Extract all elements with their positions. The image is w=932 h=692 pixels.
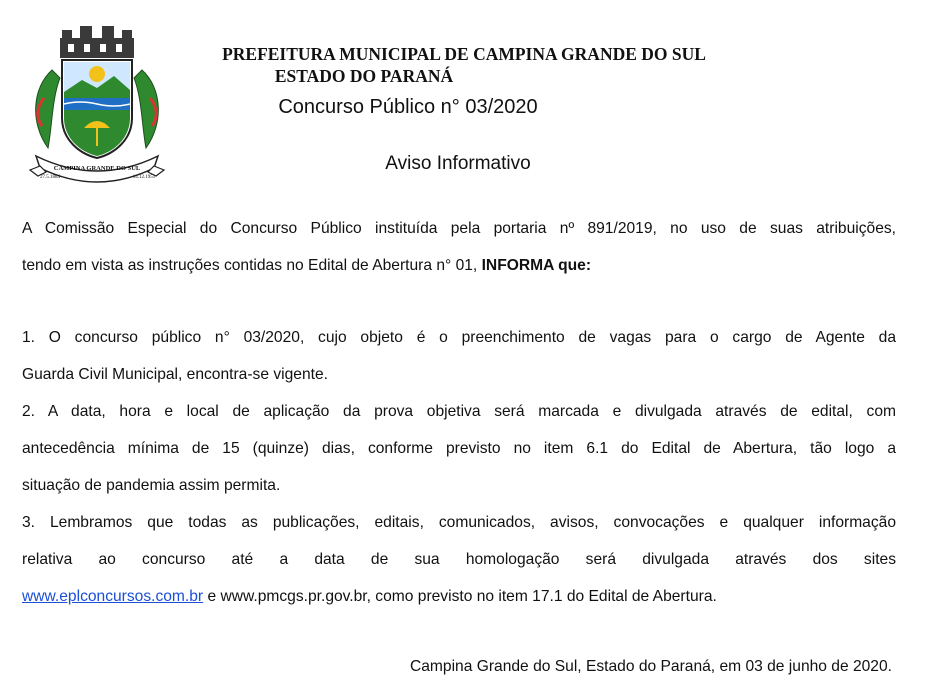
motto-banner <box>30 156 164 182</box>
shield <box>62 60 132 158</box>
coat-of-arms-emblem <box>22 18 172 186</box>
item-1-line-2: Guarda Civil Municipal, encontra-se vigente. <box>22 366 328 383</box>
intro-paragraph <box>22 210 896 284</box>
intro-bold-informa: INFORMA que: <box>481 257 592 274</box>
header-municipality: PREFEITURA MUNICIPAL DE CAMPINA GRANDE DO SUL <box>222 44 706 64</box>
item-2-line-2: antecedência mínima de 15 (quinze) dias, conforme previsto no item 6.1 do Edital de Abertura, tão logo a <box>22 440 896 457</box>
banner-text: CAMPINA GRANDE DO SUL <box>53 165 141 172</box>
item-2-line-1: 2. A data, hora e local de aplicação da prova objetiva será marcada e divulgada através de edital, com <box>22 403 896 420</box>
municipal-coat-of-arms <box>22 18 172 186</box>
item-3-line-1: 3. Lembramos que todas as publicações, editais, comunicados, avisos, convocações e qualquer informação <box>22 514 896 531</box>
intro-line-1: A Comissão Especial do Concurso Público instituída pela portaria nº 891/2019, no uso de suas atribuições, <box>22 220 896 237</box>
mural-crown <box>60 26 134 58</box>
item-1-line-1: 1. O concurso público n° 03/2020, cujo objeto é o preenchimento de vagas para o cargo de Agente da <box>22 329 896 346</box>
item-2-line-3: situação de pandemia assim permita. <box>22 477 281 494</box>
intro-line-2-text: tendo em vista as instruções contidas no Edital de Abertura n° 01, <box>22 257 482 274</box>
intro-line-2 <box>22 247 896 284</box>
epl-concursos-link[interactable]: www.eplconcursos.com.br <box>22 588 204 605</box>
header-contest-number: Concurso Público n° 03/2020 <box>278 96 538 118</box>
banner-date-left: 27.5.1884 <box>40 175 60 180</box>
item-3-line-3 <box>22 578 896 615</box>
item-3-line-2: relativa ao concurso até a data de sua homologação será divulgada através dos sites <box>22 551 896 568</box>
item-3-line-3-rest: e www.pmcgs.pr.gov.br, como previsto no item 17.1 do Edital de Abertura. <box>203 588 717 605</box>
header-state: ESTADO DO PARANÁ <box>274 66 454 86</box>
notice-title: Aviso Informativo <box>385 153 531 174</box>
banner-date-right: 14.12.1951 <box>132 175 156 180</box>
closing-date-location: Campina Grande do Sul, Estado do Paraná, em 03 de junho de 2020. <box>409 658 892 675</box>
notice-items <box>22 319 896 615</box>
